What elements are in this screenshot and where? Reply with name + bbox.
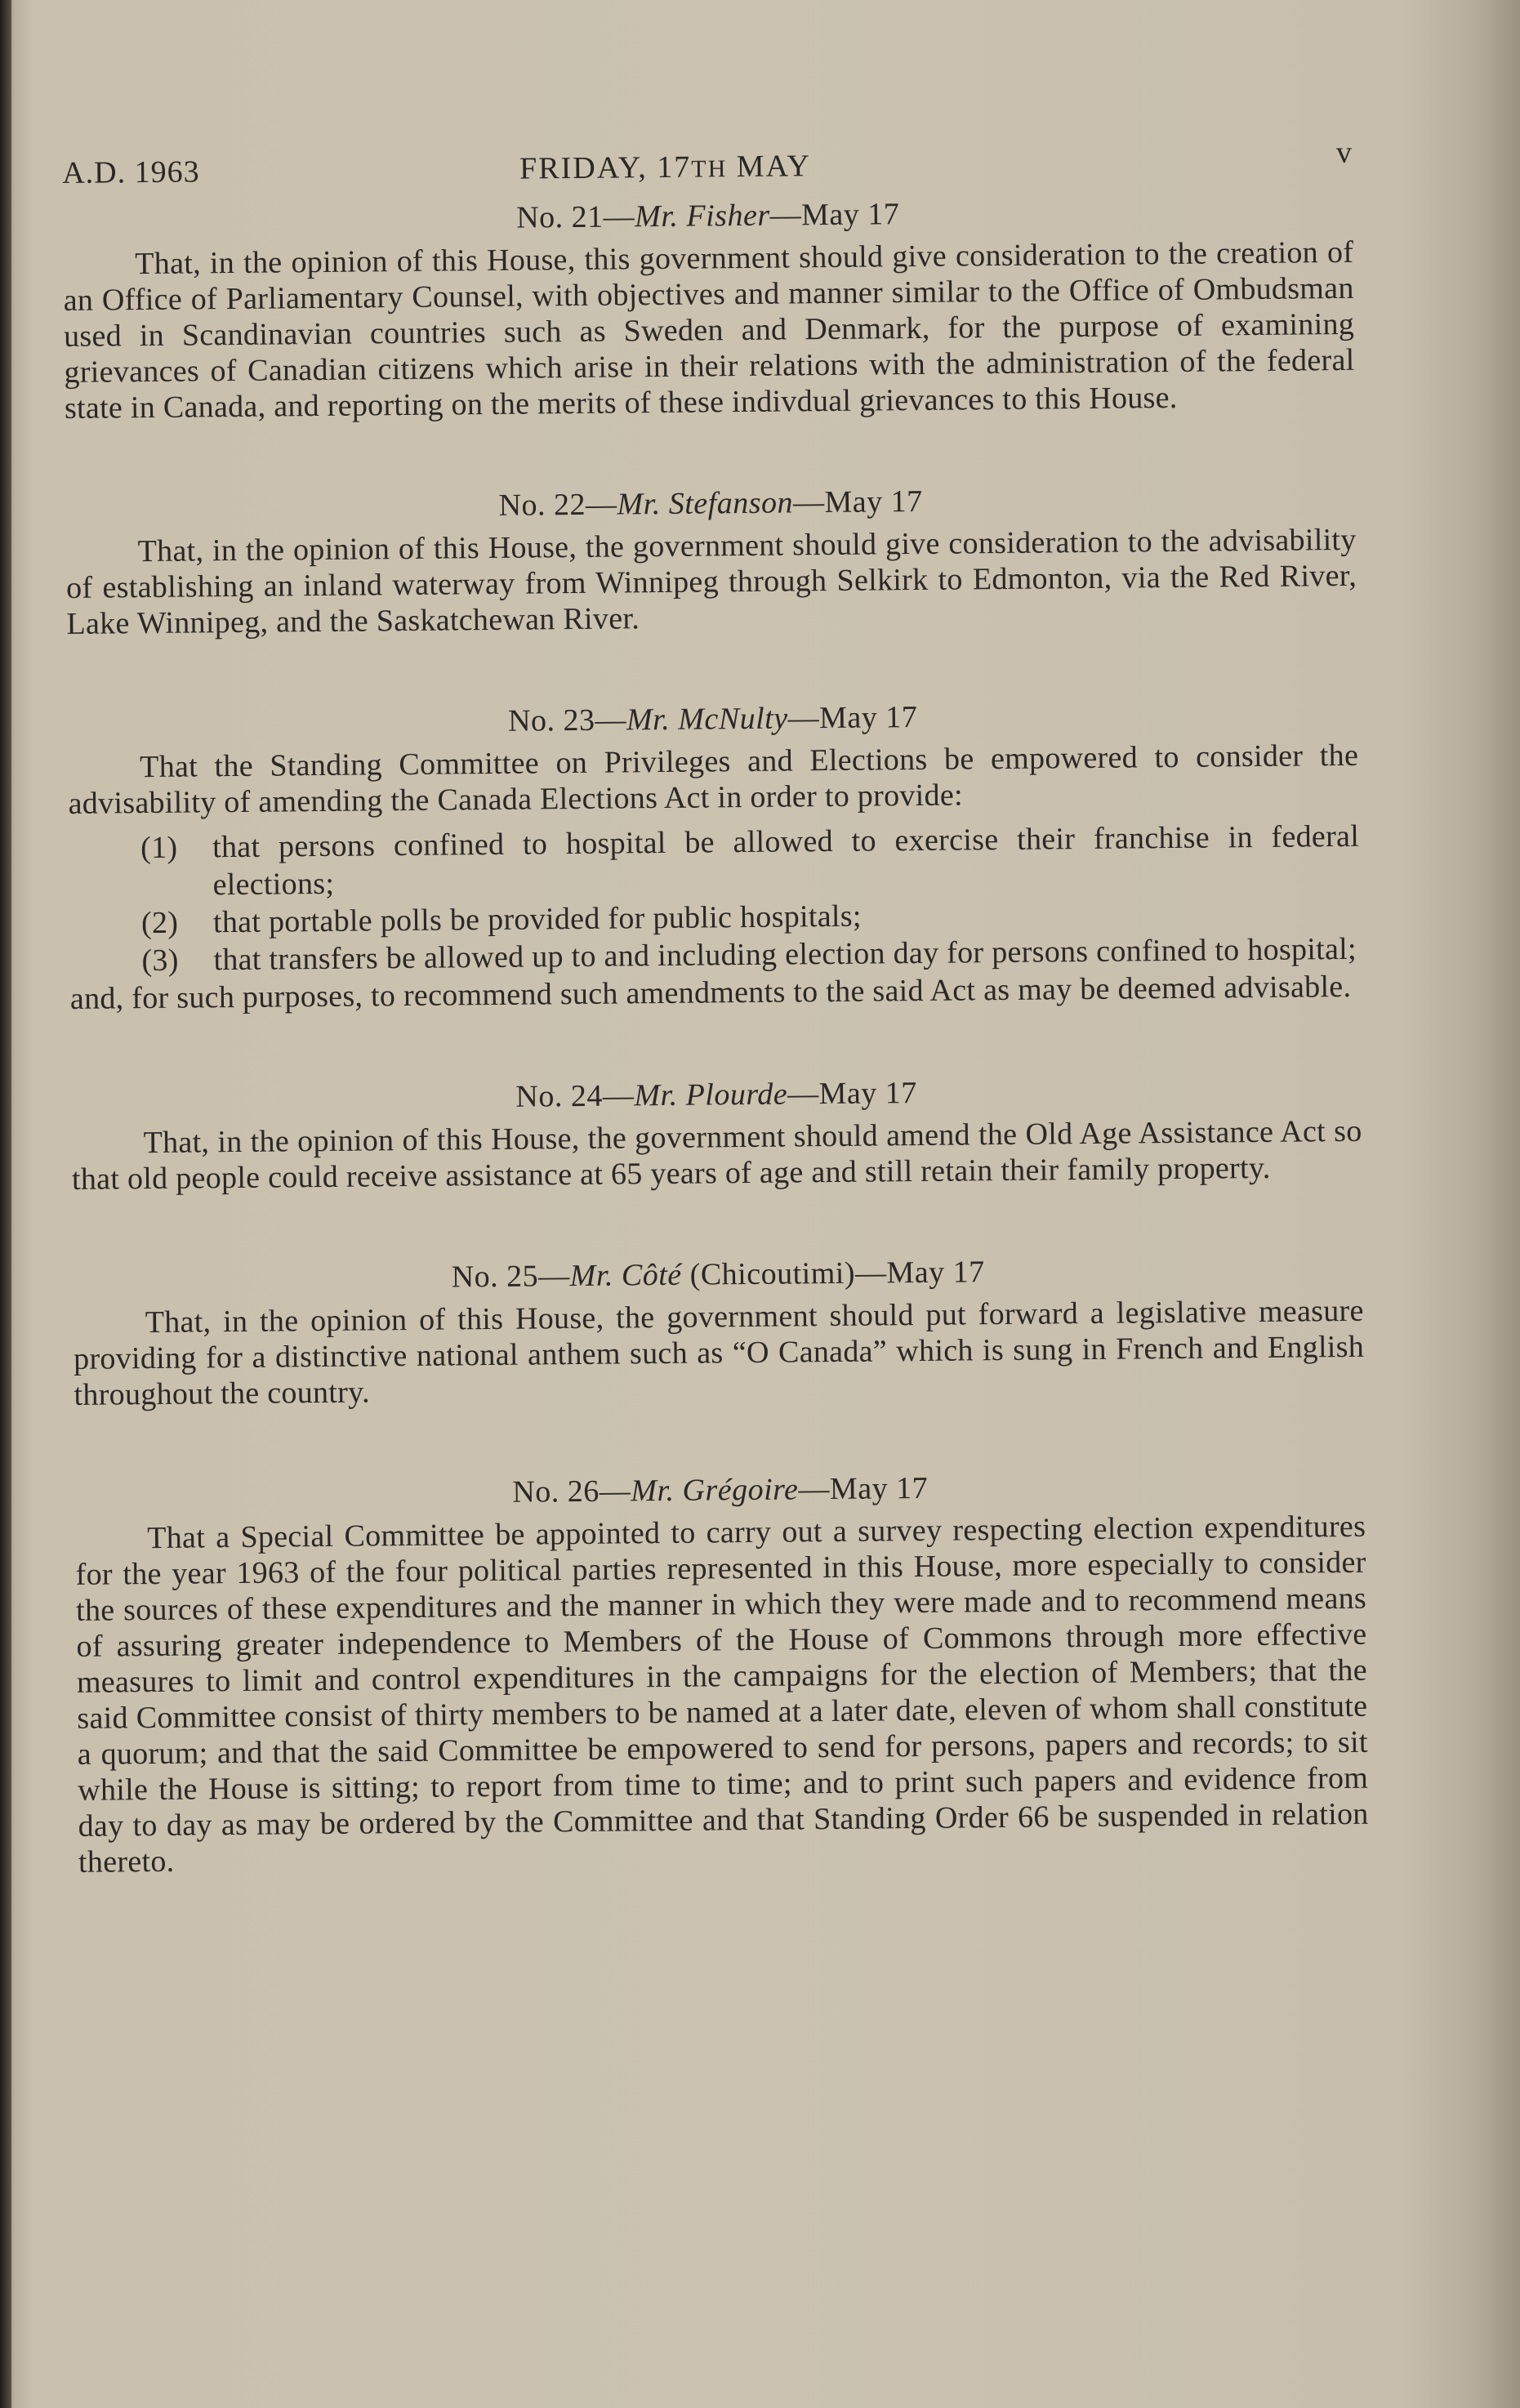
motion-26 (75, 1466, 1370, 1880)
motion-21 (63, 192, 1356, 426)
motion-number: No. 22— (498, 487, 617, 523)
motion-24 (71, 1071, 1362, 1197)
motion-text: That, in the opinion of this House, the government should put forward a legislative measure providing for a distinctive national anthem such as “O Canada” which is sung in French and English throughout the country. (73, 1293, 1365, 1412)
motion-member: Mr. Grégoire (631, 1472, 799, 1509)
motion-text: That, in the opinion of this House, this government should give consideration to the creation of an Office of Parliamentary Counsel, with objectives and manner similar to the Office of Ombudsman used in Scandinavian countries such as Sweden and Denmark, for the purpose of examining grievances of Canadian citizens which arise in their relations with the administration of the federal state in Canada, and reporting on the merits of these indivdual grievances to this House. (63, 234, 1355, 426)
motion-date: —May 17 (854, 1255, 985, 1291)
motion-number: No. 24— (515, 1078, 635, 1114)
binding-gutter (0, 0, 11, 2408)
spacer (70, 1006, 1362, 1083)
motion-member: Mr. McNulty (626, 701, 788, 738)
header-date (519, 148, 811, 186)
motion-member: Mr. Stefanson (617, 485, 794, 522)
motion-text: That, in the opinion of this House, the government should give consideration to the advisability of establishing an inland waterway from Winnipeg through Selkirk to Edmonton, via the Red River, Lake Winnipeg, and the Saskatchewan River. (65, 522, 1357, 641)
motion-23 (67, 695, 1361, 1018)
motion-date: —May 17 (787, 699, 918, 736)
spacer (67, 630, 1358, 707)
list-item-number: (3) (141, 943, 179, 979)
list-item-number: (1) (140, 830, 178, 866)
motion-22 (65, 479, 1357, 642)
list-item-text: that portable polls be provided for public hospitals; (212, 899, 862, 940)
list-item-text: that transfers be allowed up to and including election day for persons confined to hospital; (213, 931, 1357, 978)
motion-member: Mr. Fisher (634, 198, 770, 234)
motion-number: No. 21— (516, 199, 635, 235)
header-date-main: FRIDAY, 17 (519, 149, 692, 186)
spacer (74, 1401, 1366, 1478)
motion-text: That a Special Committee be appointed to carry out a survey respecting election expenditures for the year 1963 of the four political parties represented in this House, more especially to consider the sources of these expenditures and the manner in which they were made and to recommend means of assuring greater independence to Members of the House of Commons through more effective measures to limit and control expenditures in the campaigns for the election of Members; that the said Committee consist of thirty members to be named at a later date, eleven of whom shall constitute a quorum; and that the said Committee be empowered to send for persons, papers and records; to sit while the House is sitting; to report from time to time; and to print such papers and evidence from day to day as may be ordered by the Committee and that Standing Order 66 be suspended in relation thereto. (75, 1509, 1369, 1880)
header-date-sup: TH (691, 155, 728, 183)
motion-number: No. 25— (451, 1259, 570, 1295)
page-number: v (1335, 135, 1353, 171)
motion-25 (73, 1251, 1365, 1413)
motion-date: —May 17 (798, 1470, 929, 1507)
motion-text: That, in the opinion of this House, the government should amend the Old Age Assistance Act so that old people could receive assistance at 65 years of age and still retain their family property. (71, 1113, 1362, 1197)
motion-date: —May 17 (792, 484, 923, 520)
header-date-end: MAY (727, 149, 812, 185)
motion-text: That the Standing Committee on Privileges and Elections be empowered to consider the advisability of amending the Canada Elections Act in order to provide: (68, 738, 1359, 821)
motion-closing: and, for such purposes, to recommend such amendments to the said Act as may be deemed advisable. (69, 969, 1352, 1016)
list-item-number: (2) (140, 905, 179, 941)
motion-member: Mr. Plourde (634, 1077, 788, 1113)
header-year: A.D. 1963 (62, 154, 200, 190)
provision-list (69, 818, 1361, 980)
page-content (62, 135, 1369, 1880)
spacer (65, 414, 1356, 492)
list-item-text: that persons confined to hospital be allowed to exercise their franchise in federal elections; (212, 818, 1360, 903)
motion-date: —May 17 (787, 1076, 917, 1112)
motion-extra: (Chicoutimi) (681, 1255, 856, 1292)
list-item (69, 818, 1360, 905)
motion-number: No. 26— (512, 1474, 631, 1509)
spacer (72, 1185, 1363, 1263)
motion-number: No. 23— (507, 702, 627, 738)
motion-member: Mr. Côté (569, 1257, 682, 1294)
motion-date: —May 17 (769, 197, 900, 233)
